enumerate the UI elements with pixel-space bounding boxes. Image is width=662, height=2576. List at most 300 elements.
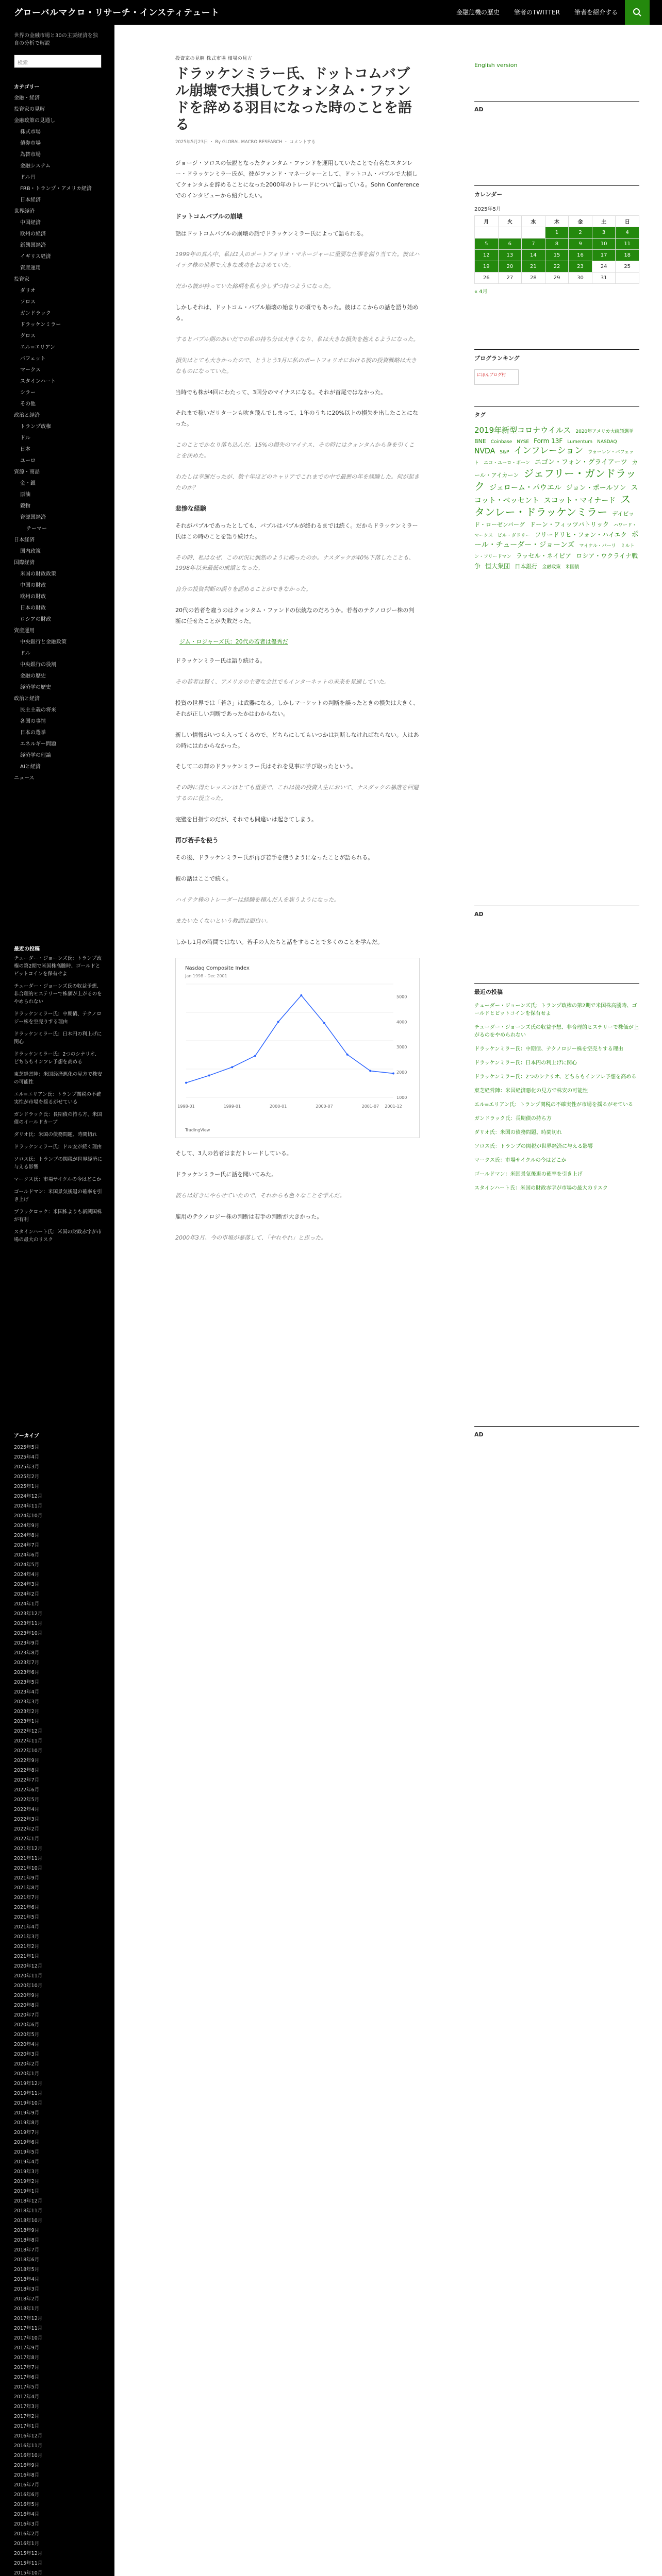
chart-point	[185, 1082, 187, 1084]
category-item[interactable]: 政治と経済	[14, 696, 40, 702]
archive-item[interactable]: 2017年2月	[14, 2414, 40, 2419]
category-item[interactable]: 投資家	[14, 277, 29, 282]
archive-item[interactable]: 2024年9月	[14, 1523, 40, 1529]
archive-item[interactable]: 2020年11月	[14, 1973, 43, 1979]
archive-item[interactable]: 2025年1月	[14, 1484, 40, 1489]
archive-item[interactable]: 2021年7月	[14, 1895, 40, 1901]
category-item[interactable]: エネルギー問題	[20, 741, 56, 747]
category-item[interactable]: グロス	[20, 333, 36, 339]
nav-item-about[interactable]: 筆者を紹介する	[574, 9, 618, 16]
category-item[interactable]: 資産運用	[20, 265, 41, 271]
archive-item[interactable]: 2016年4月	[14, 2512, 40, 2517]
archive-item[interactable]: 2021年11月	[14, 1856, 43, 1861]
archive-item[interactable]: 2020年10月	[14, 1983, 43, 1989]
recent-post-link[interactable]: ゴールドマン：米国景気後退の確率を引き上げ	[14, 1189, 102, 1202]
archive-item[interactable]: 2022年5月	[14, 1797, 40, 1803]
archive-item[interactable]: 2016年1月	[14, 2541, 40, 2547]
tag-link[interactable]: カール・アイカーン	[474, 459, 638, 479]
archive-item[interactable]: 2021年9月	[14, 1875, 40, 1881]
calendar-day[interactable]: 1	[545, 227, 569, 239]
category-item[interactable]: FRB・トランプ・アメリカ経済	[20, 186, 92, 192]
tag-link[interactable]: スコット・ベッセント	[474, 483, 638, 505]
archive-item[interactable]: 2022年4月	[14, 1807, 40, 1812]
calendar-day[interactable]: 19	[475, 261, 499, 273]
archive-item[interactable]: 2018年9月	[14, 2228, 40, 2233]
tag-link[interactable]: フリードリヒ・フォン・ハイエク	[535, 531, 627, 538]
article-categories[interactable]: 投資家の見解 株式市場 相場の見方	[175, 56, 253, 61]
archive-item[interactable]: 2017年8月	[14, 2355, 40, 2361]
archive-item[interactable]: 2024年6月	[14, 1552, 40, 1558]
archive-item[interactable]: 2017年4月	[14, 2394, 40, 2400]
archive-item[interactable]: 2015年12月	[14, 2551, 43, 2556]
recent-post-link[interactable]: ドラッケンミラー氏：ドル安が続く理由	[14, 1144, 102, 1150]
category-item[interactable]: 日本	[20, 447, 30, 452]
category-item[interactable]: その他	[20, 401, 36, 407]
tag-link[interactable]: Coinbase	[490, 439, 512, 445]
category-item[interactable]: ロシアの財政	[20, 617, 51, 622]
category-item[interactable]: 日本経済	[14, 537, 35, 543]
category-item[interactable]: 民主主義の将来	[20, 707, 56, 713]
archive-item[interactable]: 2019年6月	[14, 2140, 40, 2145]
archive-item[interactable]: 2017年10月	[14, 2335, 43, 2341]
archive-item[interactable]: 2017年12月	[14, 2316, 43, 2321]
archive-item[interactable]: 2016年8月	[14, 2472, 40, 2478]
archive-item[interactable]: 2023年3月	[14, 1699, 40, 1705]
category-item[interactable]: ソロス	[20, 299, 36, 305]
category-item[interactable]: ドル	[20, 435, 30, 441]
archive-item[interactable]: 2016年12月	[14, 2433, 43, 2439]
tag-link[interactable]: ロシア・ウクライナ戦争	[474, 552, 638, 570]
calendar-day[interactable]: 31	[592, 273, 616, 284]
category-item[interactable]: イギリス経済	[20, 254, 51, 260]
archive-item[interactable]: 2023年6月	[14, 1670, 40, 1675]
archive-item[interactable]: 2022年3月	[14, 1817, 40, 1822]
archive-item[interactable]: 2017年1月	[14, 2424, 40, 2429]
category-item[interactable]: 資産運用	[14, 628, 35, 634]
tag-link[interactable]: インフレーション	[514, 446, 584, 456]
archive-item[interactable]: 2022年6月	[14, 1787, 40, 1793]
archive-item[interactable]: 2016年10月	[14, 2453, 43, 2459]
recent-post-link[interactable]: ソロス氏：トランプの関税が世界経済に与える影響	[474, 1144, 593, 1149]
archive-item[interactable]: 2016年7月	[14, 2482, 40, 2488]
category-item[interactable]: 株式市場	[20, 129, 41, 135]
recent-post-link[interactable]: ドラッケンミラー氏：2つのシナリオ、どちらもインフレ予想を高める	[14, 1052, 100, 1065]
archive-item[interactable]: 2020年7月	[14, 2012, 40, 2018]
category-item[interactable]: 政治と経済	[14, 413, 40, 418]
tag-link[interactable]: ビル・ダドリー	[498, 533, 531, 538]
category-item[interactable]: 債券市場	[20, 141, 41, 146]
archive-item[interactable]: 2020年12月	[14, 1963, 43, 1969]
calendar-day[interactable]: 3	[592, 227, 616, 239]
archive-item[interactable]: 2022年1月	[14, 1836, 40, 1842]
calendar-day[interactable]: 10	[592, 239, 616, 250]
site-header	[0, 0, 662, 25]
category-item[interactable]: 新興国経済	[20, 243, 46, 248]
archive-item[interactable]: 2022年11月	[14, 1738, 43, 1744]
archive-item[interactable]: 2020年8月	[14, 2003, 40, 2008]
category-item[interactable]: 経済学の理論	[20, 753, 51, 758]
archive-item[interactable]: 2018年3月	[14, 2286, 40, 2292]
tag-link[interactable]: ジェフリー・ガンドラック	[474, 467, 636, 493]
archive-item[interactable]: 2024年4月	[14, 1572, 40, 1578]
main-content	[114, 25, 451, 2576]
archive-item[interactable]: 2016年9月	[14, 2463, 40, 2468]
archive-item[interactable]: 2024年2月	[14, 1591, 40, 1597]
archive-item[interactable]: 2018年4月	[14, 2277, 40, 2282]
recent-post-link[interactable]: ソロス氏：トランプの関税が世界経済に与える影響	[14, 1157, 103, 1170]
recent-post-link[interactable]: マークス氏：市場サイクルの今はどこか	[14, 1177, 102, 1182]
category-item[interactable]: 為替市場	[20, 152, 41, 158]
recent-post-link[interactable]: ガンドラック氏：長期債の持ち方	[474, 1116, 552, 1122]
category-item[interactable]: 金融・経済	[14, 95, 40, 101]
archive-item[interactable]: 2019年2月	[14, 2179, 40, 2184]
archive-item[interactable]: 2024年3月	[14, 1582, 40, 1587]
calendar-day[interactable]: 23	[569, 261, 592, 273]
calendar-day[interactable]: 20	[498, 261, 522, 273]
archive-item[interactable]: 2019年5月	[14, 2149, 40, 2155]
recent-post-link[interactable]: ドラッケンミラー氏：日本円の利上げに関心	[14, 1031, 102, 1045]
category-item[interactable]: 中央銀行の役割	[20, 662, 56, 668]
tag-link[interactable]: ウォーレン・バフェット	[474, 450, 634, 466]
calendar-day[interactable]: 14	[522, 250, 545, 261]
category-item[interactable]: ガンドラック	[20, 311, 51, 316]
category-item[interactable]: 金・銀	[20, 481, 36, 486]
archive-item[interactable]: 2020年6月	[14, 2022, 40, 2028]
category-item[interactable]: スタインハート	[20, 379, 56, 384]
calendar-day[interactable]: 9	[569, 239, 592, 250]
category-item[interactable]: 日本経済	[20, 197, 41, 203]
archive-item[interactable]: 2022年8月	[14, 1768, 40, 1773]
tag-link[interactable]: S&P	[500, 450, 509, 455]
archive-item[interactable]: 2023年10月	[14, 1631, 43, 1636]
recent-post-link[interactable]: ドラッケンミラー氏：中期債、テクノロジー株を空売りする理由	[474, 1046, 623, 1052]
archive-item[interactable]: 2021年5月	[14, 1914, 40, 1920]
category-item[interactable]: ドル	[20, 651, 30, 656]
site-title[interactable]: グローバルマクロ・リサーチ・インスティテュート	[14, 8, 220, 18]
recent-post-link[interactable]: 東芝経営陣：米国経済悪化の見方で株安の可能性	[14, 1072, 103, 1085]
recent-post-link[interactable]: チューダー・ジョーンズ氏：トランプ政権の第2期で米国株高騰時、ゴールドとビットコインを保有せよ	[474, 1003, 637, 1016]
archive-item[interactable]: 2016年6月	[14, 2492, 40, 2498]
recent-post-link[interactable]: マークス氏：市場サイクルの今はどこか	[474, 1158, 567, 1163]
article-quote: 自分の投資判断の誤りを認めることができなかった。	[175, 586, 311, 593]
article-quote: わたしは幸運だったが、数十年ほどのキャリアでこれまでの中で最悪の年を経験した。何が起きたのか？	[175, 473, 420, 491]
archive-item[interactable]: 2020年2月	[14, 2061, 40, 2067]
related-article-link[interactable]: ジム・ロジャーズ氏：20代の若者は優秀だ	[179, 638, 288, 646]
archive-item[interactable]: 2022年12月	[14, 1728, 43, 1734]
tag-link[interactable]: NVDA	[474, 447, 495, 455]
archive-item[interactable]: 2025年2月	[14, 1474, 40, 1480]
category-item[interactable]: 国内政策	[20, 549, 41, 554]
category-item[interactable]: トランプ政権	[20, 424, 51, 430]
recent-post-link[interactable]: ガンドラック氏：長期債の持ち方、米国債のイールドカーブ	[14, 1112, 102, 1125]
tag-link[interactable]: 恒大集団	[485, 562, 510, 570]
archive-item[interactable]: 2023年11月	[14, 1621, 43, 1626]
english-version-link[interactable]: English version	[474, 62, 518, 69]
archive-item[interactable]: 2018年1月	[14, 2306, 40, 2312]
calendar-day[interactable]: 12	[475, 250, 499, 261]
calendar-prev-link[interactable]: « 4月	[474, 289, 488, 295]
chart-point	[369, 1070, 371, 1072]
article-paragraph: 当時でも株が4回にわたって、3回分のマイナスになる。それが首尾ではなかった。	[175, 388, 387, 396]
calendar-day[interactable]: 16	[569, 250, 592, 261]
category-item[interactable]: 中国経済	[20, 220, 41, 226]
archive-item[interactable]: 2019年9月	[14, 2110, 40, 2116]
article-quote: 損失はとても大きかったので、とうとう3月に私のポートフォリオにおける彼の投資戦略は大きなものになっていた。	[175, 357, 417, 375]
tag-link[interactable]: Form 13F	[534, 437, 563, 445]
category-item[interactable]: 米国の財政政策	[20, 571, 56, 577]
archive-item[interactable]: 2016年2月	[14, 2531, 40, 2537]
calendar-weekday: 月	[475, 216, 499, 227]
category-item[interactable]: 資源国経済	[20, 515, 46, 520]
tag-link[interactable]: ジェローム・パウエル	[489, 483, 561, 492]
archive-item[interactable]: 2022年2月	[14, 1826, 40, 1832]
calendar-day[interactable]: 21	[522, 261, 545, 273]
archive-item[interactable]: 2019年8月	[14, 2120, 40, 2126]
recent-post-link[interactable]: チューダー・ジョーンズ氏の収益予想、非合理的ヒステリーで株価が上がるのをやめられない	[474, 1025, 639, 1038]
tag-link[interactable]: マイケル・バーリ	[579, 544, 616, 549]
archive-item[interactable]: 2016年3月	[14, 2521, 40, 2527]
category-item[interactable]: 金融政策の見通し	[14, 118, 55, 124]
archive-item[interactable]: 2023年1月	[14, 1719, 40, 1724]
category-item[interactable]: 欧州の財政	[20, 594, 46, 600]
archive-item[interactable]: 2018年5月	[14, 2267, 40, 2273]
archive-item[interactable]: 2015年10月	[14, 2570, 43, 2576]
recent-post-link[interactable]: 東芝経営陣：米国経済悪化の見方で株安の可能性	[474, 1088, 588, 1094]
tag-link[interactable]: ポール・チューダー・ジョーンズ	[474, 530, 639, 549]
category-item[interactable]: ダリオ	[20, 288, 36, 294]
article-paragraph: 投資の世界では「若さ」は武器になる。しかしマーケットの判断を誤ったときの損失は大きく、それが正しい判断であったかはわからない。	[175, 699, 419, 717]
category-item[interactable]: マークス	[20, 367, 41, 373]
category-item[interactable]: 穀物	[20, 503, 30, 509]
calendar-day[interactable]: 22	[545, 261, 569, 273]
category-item[interactable]: 投資家の見解	[14, 107, 45, 112]
category-item[interactable]: 中国の財政	[20, 583, 46, 588]
category-item[interactable]: バフェット	[20, 356, 46, 362]
archive-item[interactable]: 2023年5月	[14, 1680, 40, 1685]
tag-link[interactable]: 米国債	[565, 564, 580, 570]
tag-link[interactable]: NASDAQ	[597, 439, 617, 445]
recent-post-link[interactable]: エル=エリアン氏：トランプ関税の不確実性が市場を揺るがせている	[474, 1102, 633, 1108]
category-item[interactable]: エル=エリアン	[20, 345, 55, 350]
calendar-day[interactable]: 26	[475, 273, 499, 284]
archive-item[interactable]: 2018年8月	[14, 2238, 40, 2243]
calendar-day[interactable]: 11	[616, 239, 639, 250]
archive-item[interactable]: 2017年11月	[14, 2326, 43, 2331]
tag-link[interactable]: ドーン・フィッツパトリック	[529, 520, 609, 528]
tag-link[interactable]: BNE	[474, 438, 486, 445]
category-item[interactable]: AIと経済	[20, 764, 41, 770]
archive-item[interactable]: 2024年11月	[14, 1503, 43, 1509]
calendar-day[interactable]: 18	[616, 250, 639, 261]
archive-item[interactable]: 2024年5月	[14, 1562, 40, 1568]
archive-item[interactable]: 2018年7月	[14, 2247, 40, 2253]
archive-item[interactable]: 2015年11月	[14, 2561, 43, 2566]
tag-link[interactable]: ハワード・マークス	[474, 522, 637, 538]
archive-item[interactable]: 2022年10月	[14, 1748, 43, 1754]
tag-link[interactable]: ミルトン・フリードマン	[474, 544, 635, 560]
archive-item[interactable]: 2021年8月	[14, 1885, 40, 1891]
archive-item[interactable]: 2019年7月	[14, 2130, 40, 2136]
recent-post-link[interactable]: ダリオ氏：米国の債務問題、時間切れ	[474, 1130, 562, 1136]
tag-link[interactable]: 日本銀行	[515, 563, 538, 570]
archive-item[interactable]: 2018年12月	[14, 2198, 43, 2204]
category-item[interactable]: チーマー	[26, 526, 47, 532]
tag-link[interactable]: エゴン・フォン・グライアーツ	[535, 459, 627, 467]
archive-item[interactable]: 2019年4月	[14, 2159, 40, 2165]
category-item[interactable]: 経済学の歴史	[20, 685, 51, 690]
archive-item[interactable]: 2023年12月	[14, 1611, 43, 1617]
calendar-weekday: 木	[545, 216, 569, 227]
archive-item[interactable]: 2021年6月	[14, 1905, 40, 1910]
category-item[interactable]: 日本の選挙	[20, 730, 46, 736]
archive-item[interactable]: 2023年9月	[14, 1640, 40, 1646]
category-item[interactable]: 原油	[20, 492, 30, 498]
category-item[interactable]: 各国の事情	[20, 719, 46, 724]
recent-post-link[interactable]: ダリオ氏：米国の債務問題、時間切れ	[14, 1132, 97, 1138]
archive-item[interactable]: 2017年5月	[14, 2384, 40, 2390]
blog-ranking-badge[interactable]: にほんブログ村	[474, 369, 519, 385]
tag-link[interactable]: 2020年アメリカ大統領選挙	[575, 429, 634, 434]
recent-post-link[interactable]: ゴールドマン：米国景気後退の確率を引き上げ	[474, 1172, 583, 1177]
archive-item[interactable]: 2021年1月	[14, 1954, 40, 1959]
calendar-day[interactable]: 24	[592, 261, 616, 273]
archive-item[interactable]: 2025年5月	[14, 1445, 40, 1450]
category-item[interactable]: 国際経済	[14, 560, 35, 566]
calendar-day[interactable]: 17	[592, 250, 616, 261]
archive-item[interactable]: 2018年2月	[14, 2296, 40, 2302]
recent-post-link[interactable]: スタインハート氏：米国の財政赤字が市場の最大のリスク	[474, 1185, 608, 1191]
category-item[interactable]: ドラッケンミラー	[20, 322, 61, 328]
archive-item[interactable]: 2025年4月	[14, 1454, 40, 1460]
category-item[interactable]: ニュース	[14, 775, 35, 781]
category-item[interactable]: ドル円	[20, 175, 36, 180]
archive-item[interactable]: 2021年4月	[14, 1924, 40, 1930]
calendar-day[interactable]: 2	[569, 227, 592, 239]
article-quote: 彼らは好きにやらせていたので、それからも色々なことを学んだ。	[175, 1192, 345, 1199]
archive-item[interactable]: 2020年3月	[14, 2052, 40, 2057]
archive-item[interactable]: 2023年4月	[14, 1689, 40, 1695]
archive-item[interactable]: 2019年11月	[14, 2091, 43, 2096]
archive-item[interactable]: 2025年3月	[14, 1464, 40, 1470]
calendar-day[interactable]: 30	[569, 273, 592, 284]
calendar-day[interactable]: 29	[545, 273, 569, 284]
category-item[interactable]: 資源・商品	[14, 469, 40, 475]
chart-x-tick-label: 2001-12	[385, 1104, 402, 1109]
archive-item[interactable]: 2021年2月	[14, 1944, 40, 1950]
tag-link[interactable]: NYSE	[517, 439, 529, 445]
recent-post-link[interactable]: ブラックロック：米国株よりも新興国株が有利	[14, 1209, 102, 1223]
archive-item[interactable]: 2020年4月	[14, 2042, 40, 2047]
archive-item[interactable]: 2022年7月	[14, 1777, 40, 1783]
tag-link[interactable]: スコット・マイナード	[543, 496, 616, 505]
archive-item[interactable]: 2017年6月	[14, 2375, 40, 2380]
archive-item[interactable]: 2019年1月	[14, 2189, 40, 2194]
calendar-day[interactable]: 7	[522, 239, 545, 250]
archive-item[interactable]: 2016年11月	[14, 2443, 43, 2449]
archive-item[interactable]: 2019年12月	[14, 2081, 43, 2087]
archive-item[interactable]: 2020年5月	[14, 2032, 40, 2038]
archive-item[interactable]: 2024年1月	[14, 1601, 40, 1607]
calendar-day[interactable]: 4	[616, 227, 639, 239]
archive-item[interactable]: 2023年2月	[14, 1709, 40, 1715]
calendar-day[interactable]: 8	[545, 239, 569, 250]
archive-item[interactable]: 2021年10月	[14, 1866, 43, 1871]
tag-link[interactable]: デイビッド・ローゼンバーグ	[474, 510, 634, 528]
category-item[interactable]: 世界経済	[14, 209, 35, 214]
archive-item[interactable]: 2024年8月	[14, 1533, 40, 1538]
archive-item[interactable]: 2024年12月	[14, 1494, 43, 1499]
recent-post-link[interactable]: エル=エリアン氏：トランプ関税の不確実性が市場を揺るがせている	[14, 1092, 102, 1105]
calendar-day[interactable]: 15	[545, 250, 569, 261]
archive-item[interactable]: 2024年7月	[14, 1543, 40, 1548]
archive-item[interactable]: 2020年9月	[14, 1993, 40, 1998]
category-item[interactable]: 欧州の経済	[20, 231, 46, 237]
category-item[interactable]: 金融の歴史	[20, 673, 46, 679]
category-item[interactable]: シラー	[20, 390, 36, 396]
calendar-day[interactable]: 27	[498, 273, 522, 284]
sidebar-search-input[interactable]: 検索	[14, 55, 102, 68]
tag-link[interactable]: ラッセル・ネイピア	[516, 552, 572, 560]
category-item[interactable]: ユーロ	[20, 458, 36, 464]
tag-link[interactable]: スタンレー・ドラッケンミラー	[474, 493, 631, 518]
recent-post-link[interactable]: スタインハート氏：米国の財政赤字が市場の最大のリスク	[14, 1229, 102, 1243]
archive-item[interactable]: 2019年3月	[14, 2169, 40, 2175]
archive-item[interactable]: 2022年9月	[14, 1758, 40, 1764]
archive-item[interactable]: 2018年11月	[14, 2208, 43, 2214]
calendar-day[interactable]: 25	[616, 261, 639, 273]
article-title: ドラッケンミラー氏、ドットコムバブル崩壊で大損してクォンタム・ファンドを辞める羽目になった時のことを語る	[175, 66, 412, 133]
recent-post-link[interactable]: チューダー・ジョーンズ氏：トランプ政権の第2期で米国株高騰時、ゴールドとビットコインを保有せよ	[14, 956, 102, 977]
tag-link[interactable]: ジョン・ポールソン	[566, 484, 626, 492]
recent-post-link[interactable]: チューダー・ジョーンズ氏の収益予想、非合理的ヒステリーで株価が上がるのをやめられない	[14, 984, 102, 1005]
archive-item[interactable]: 2021年12月	[14, 1846, 43, 1852]
archive-item[interactable]: 2024年10月	[14, 1513, 43, 1519]
tag-link[interactable]: 金融政策	[542, 564, 561, 570]
calendar-day[interactable]: 28	[522, 273, 545, 284]
recent-post-link[interactable]: ドラッケンミラー氏：中期債、テクノロジー株を空売りする理由	[14, 1011, 102, 1025]
nav-item-crisis-history[interactable]: 金融危機の歴史	[456, 9, 500, 16]
calendar-day[interactable]: 6	[498, 239, 522, 250]
ranking-widget	[474, 349, 639, 385]
archive-item[interactable]: 2020年1月	[14, 2071, 40, 2077]
search-toggle-button[interactable]	[625, 0, 650, 25]
recent-post-link[interactable]: ドラッケンミラー氏：日本円の利上げに関心	[474, 1060, 577, 1066]
archive-item[interactable]: 2019年10月	[14, 2100, 43, 2106]
nav-item-twitter[interactable]: 筆者のTWITTER	[514, 9, 560, 16]
article-quote: するとバブル期のあいだでの私の持ち分は大きくなり、私は大きな損失を抱えるようになった。	[175, 335, 419, 343]
archive-item[interactable]: 2016年5月	[14, 2502, 40, 2507]
tag-link[interactable]: エコ・ユーロ・ボーン	[484, 461, 530, 466]
recent-post-link[interactable]: ドラッケンミラー氏：2つのシナリオ、どちらもインフレ予想を高める	[474, 1074, 637, 1080]
archive-item[interactable]: 2018年6月	[14, 2257, 40, 2263]
archive-item[interactable]: 2021年3月	[14, 1934, 40, 1940]
category-item[interactable]: 金融システム	[20, 163, 51, 169]
tag-link[interactable]: Lumentum	[567, 439, 592, 445]
calendar-day[interactable]: 13	[498, 250, 522, 261]
category-item[interactable]: 日本の財政	[20, 605, 46, 611]
archive-item[interactable]: 2017年7月	[14, 2365, 40, 2370]
archive-item[interactable]: 2017年9月	[14, 2345, 40, 2351]
article-paragraph: そして、3人の若者はまだトレードしている。	[175, 1150, 292, 1157]
tag-link[interactable]: 2019年新型コロナウイルス	[474, 426, 571, 435]
category-item[interactable]: 中央銀行と金融政策	[20, 639, 67, 645]
archive-item[interactable]: 2023年7月	[14, 1660, 40, 1666]
archive-item[interactable]: 2023年8月	[14, 1650, 40, 1656]
calendar-day[interactable]: 5	[475, 239, 499, 250]
article-paragraph: 新しい情報がいつも入ってくるので、どちらにしてもいつかは判断しなければならない。人はあの時にはわからなかった。	[175, 731, 419, 749]
archive-item[interactable]: 2018年10月	[14, 2218, 43, 2224]
archive-item[interactable]: 2017年3月	[14, 2404, 40, 2410]
